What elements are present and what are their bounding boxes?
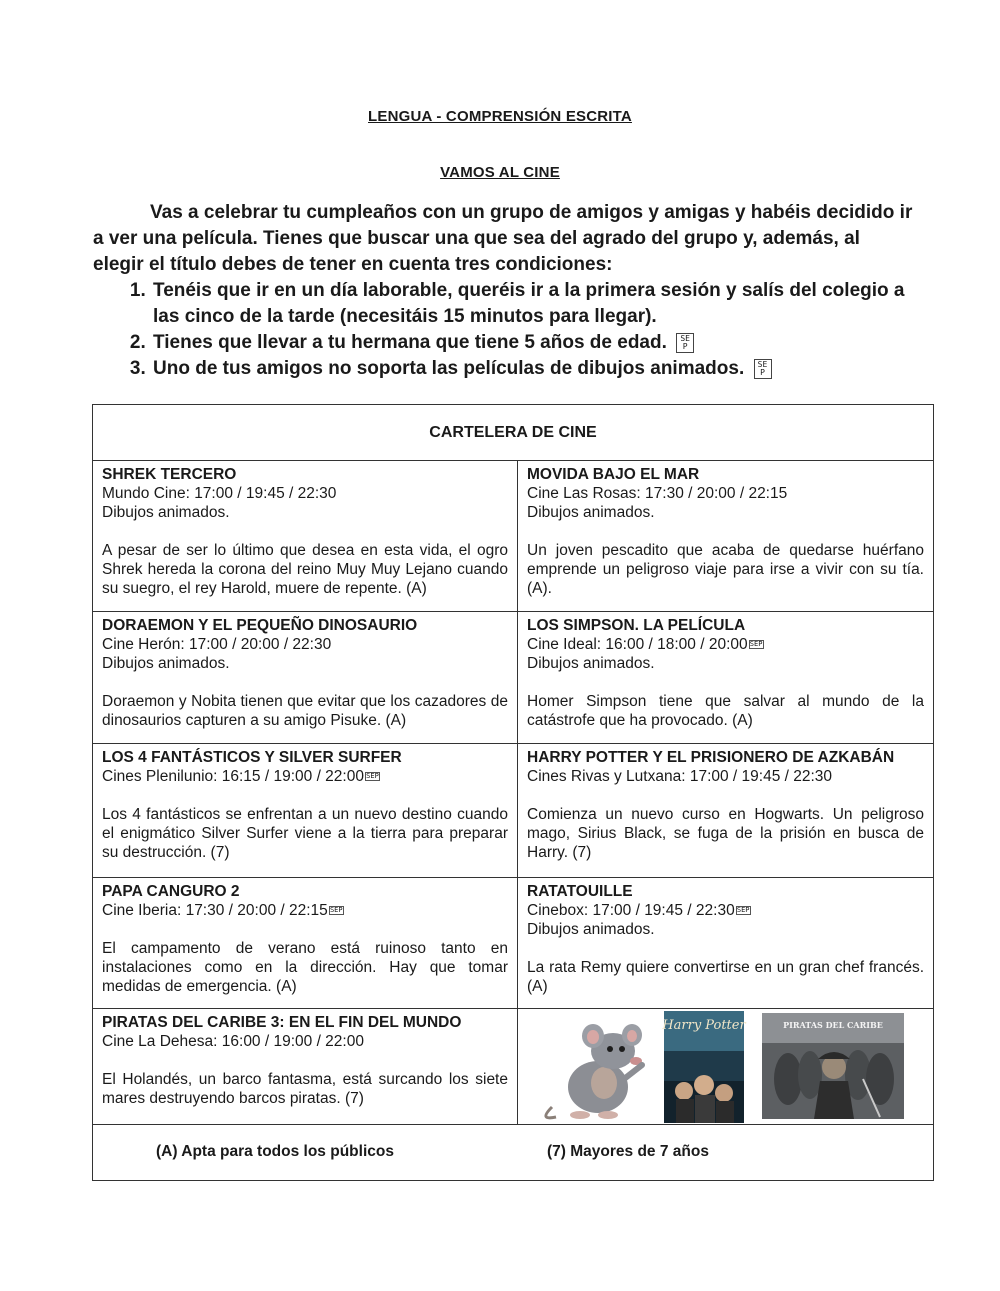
legend-all-ages: (A) Apta para todos los públicos	[156, 1143, 394, 1160]
movie-cinema: Cine Ideal: 16:00 / 18:00 / 20:00	[527, 636, 748, 653]
sep-glyph-icon: SEP	[366, 772, 379, 781]
harry-potter-poster	[661, 1011, 746, 1123]
movie-cell	[93, 878, 518, 1009]
subject-heading: LENGUA - COMPRENSIÓN ESCRITA	[368, 108, 632, 125]
table-title: CARTELERA DE CINE	[93, 405, 933, 461]
movie-cell	[93, 744, 518, 878]
sep-glyph-icon: SEP	[754, 359, 772, 379]
movie-genre: Dibujos animados.	[527, 921, 655, 938]
movie-cinema: Cine Herón: 17:00 / 20:00 / 22:30	[102, 636, 332, 653]
movie-cell	[518, 612, 933, 744]
movie-description: Un joven pescadito que acaba de quedarse huérfano emprende un peligroso viaje para irse a vivir con su tía. (A).	[527, 542, 924, 597]
movie-cinema: Cines Rivas y Lutxana: 17:00 / 19:45 / 22:30	[527, 768, 833, 785]
movie-description: El Holandés, un barco fantasma, está surcando los siete mares destruyendo barcos piratas. (7)	[102, 1071, 508, 1107]
rat-image	[546, 1024, 642, 1119]
movie-genre: Dibujos animados.	[527, 504, 655, 521]
movie-listings-table	[92, 404, 934, 1181]
movie-cell	[93, 461, 518, 612]
movie-description: La rata Remy quiere convertirse en un gran chef francés. (A)	[527, 959, 924, 995]
condition-item: 2. Tienes que llevar a tu hermana que tiene 5 años de edad. SEP	[151, 330, 913, 356]
movie-title: LOS SIMPSON. LA PELÍCULA	[527, 617, 746, 634]
page-title: VAMOS AL CINE	[440, 164, 560, 181]
conditions-list	[93, 278, 913, 382]
movie-description: Homer Simpson tiene que salvar al mundo de la catástrofe que ha provocado. (A)	[527, 693, 924, 729]
movie-description: El campamento de verano está ruinoso tanto en instalaciones como en la dirección. Hay que tomar medidas de emergencia. (A)	[102, 940, 508, 995]
movie-cell	[93, 1009, 518, 1125]
svg-text:PIRATAS DEL CARIBE: PIRATAS DEL CARIBE	[783, 1020, 883, 1030]
legend-over-7: (7) Mayores de 7 años	[547, 1143, 709, 1160]
movie-cell	[518, 878, 933, 1009]
intro-paragraph: Vas a celebrar tu cumpleaños con un grupo de amigos y amigas y habéis decidido ir a ver una película. Tienes que buscar una que sea del agrado del grupo y, además, al elegir el título debes de tener en cuenta tres condiciones:	[93, 202, 913, 275]
movie-genre: Dibujos animados.	[102, 504, 230, 521]
movie-posters	[518, 1009, 933, 1125]
sep-glyph-icon: SEP	[736, 906, 750, 915]
movie-title: PAPA CANGURO 2	[102, 883, 240, 900]
rating-legend	[93, 1125, 933, 1181]
movie-cell	[93, 612, 518, 744]
movie-description: Los 4 fantásticos se enfrentan a un nuevo destino cuando el enigmático Silver Surfer viene a la tierra para preparar su destrucción. (7)	[102, 806, 508, 861]
condition-item: 1. Tenéis que ir en un día laborable, queréis ir a la primera sesión y salís del colegio a las cinco de la tarde (necesitáis 15 minutos para llegar).	[151, 278, 913, 330]
movie-genre: Dibujos animados.	[527, 655, 655, 672]
movie-images-cell	[518, 1009, 933, 1125]
movie-title: MOVIDA BAJO EL MAR	[527, 466, 700, 483]
movie-cinema: Mundo Cine: 17:00 / 19:45 / 22:30	[102, 485, 337, 502]
movie-cinema: Cine Iberia: 17:30 / 20:00 / 22:15	[102, 902, 328, 919]
movie-title: DORAEMON Y EL PEQUEÑO DINOSAURIO	[102, 617, 418, 634]
movie-description: Doraemon y Nobita tienen que evitar que los cazadores de dinosaurios capturen a su amigo Pisuke. (A)	[102, 693, 508, 729]
movie-description: A pesar de ser lo último que desea en esta vida, el ogro Shrek hereda la corona del reino Muy Muy Lejano cuando su suegro, el rey Harold, muere de repente. (A)	[102, 542, 508, 597]
movie-title: HARRY POTTER Y EL PRISIONERO DE AZKABÁN	[527, 749, 895, 766]
movie-title: SHREK TERCERO	[102, 466, 237, 483]
movie-title: RATATOUILLE	[527, 883, 633, 900]
svg-text:Harry Potter: Harry Potter	[662, 1018, 746, 1033]
movie-genre: Dibujos animados.	[102, 655, 230, 672]
movie-title: PIRATAS DEL CARIBE 3: EN EL FIN DEL MUNDO	[102, 1014, 462, 1031]
movie-description: Comienza un nuevo curso en Hogwarts. Un peligroso mago, Sirius Black, se fuga de la prisión en busca de Harry. (7)	[527, 806, 924, 861]
movie-cinema: Cine Las Rosas: 17:30 / 20:00 / 22:15	[527, 485, 788, 502]
sep-glyph-icon: SEP	[749, 640, 763, 649]
movie-cell	[518, 744, 933, 878]
movie-cinema: Cines Plenilunio: 16:15 / 19:00 / 22:00	[102, 768, 364, 785]
condition-item: 3. Uno de tus amigos no soporta las películas de dibujos animados. SEP	[151, 356, 913, 382]
movie-title: LOS 4 FANTÁSTICOS Y SILVER SURFER	[102, 749, 402, 766]
sep-glyph-icon: SEP	[676, 333, 694, 353]
movie-cell	[518, 461, 933, 612]
pirates-poster	[762, 1013, 904, 1119]
intro-section	[93, 200, 913, 382]
sep-glyph-icon: SEP	[329, 906, 343, 915]
movie-cinema: Cinebox: 17:00 / 19:45 / 22:30	[527, 902, 735, 919]
movie-cinema: Cine La Dehesa: 16:00 / 19:00 / 22:00	[102, 1033, 364, 1050]
